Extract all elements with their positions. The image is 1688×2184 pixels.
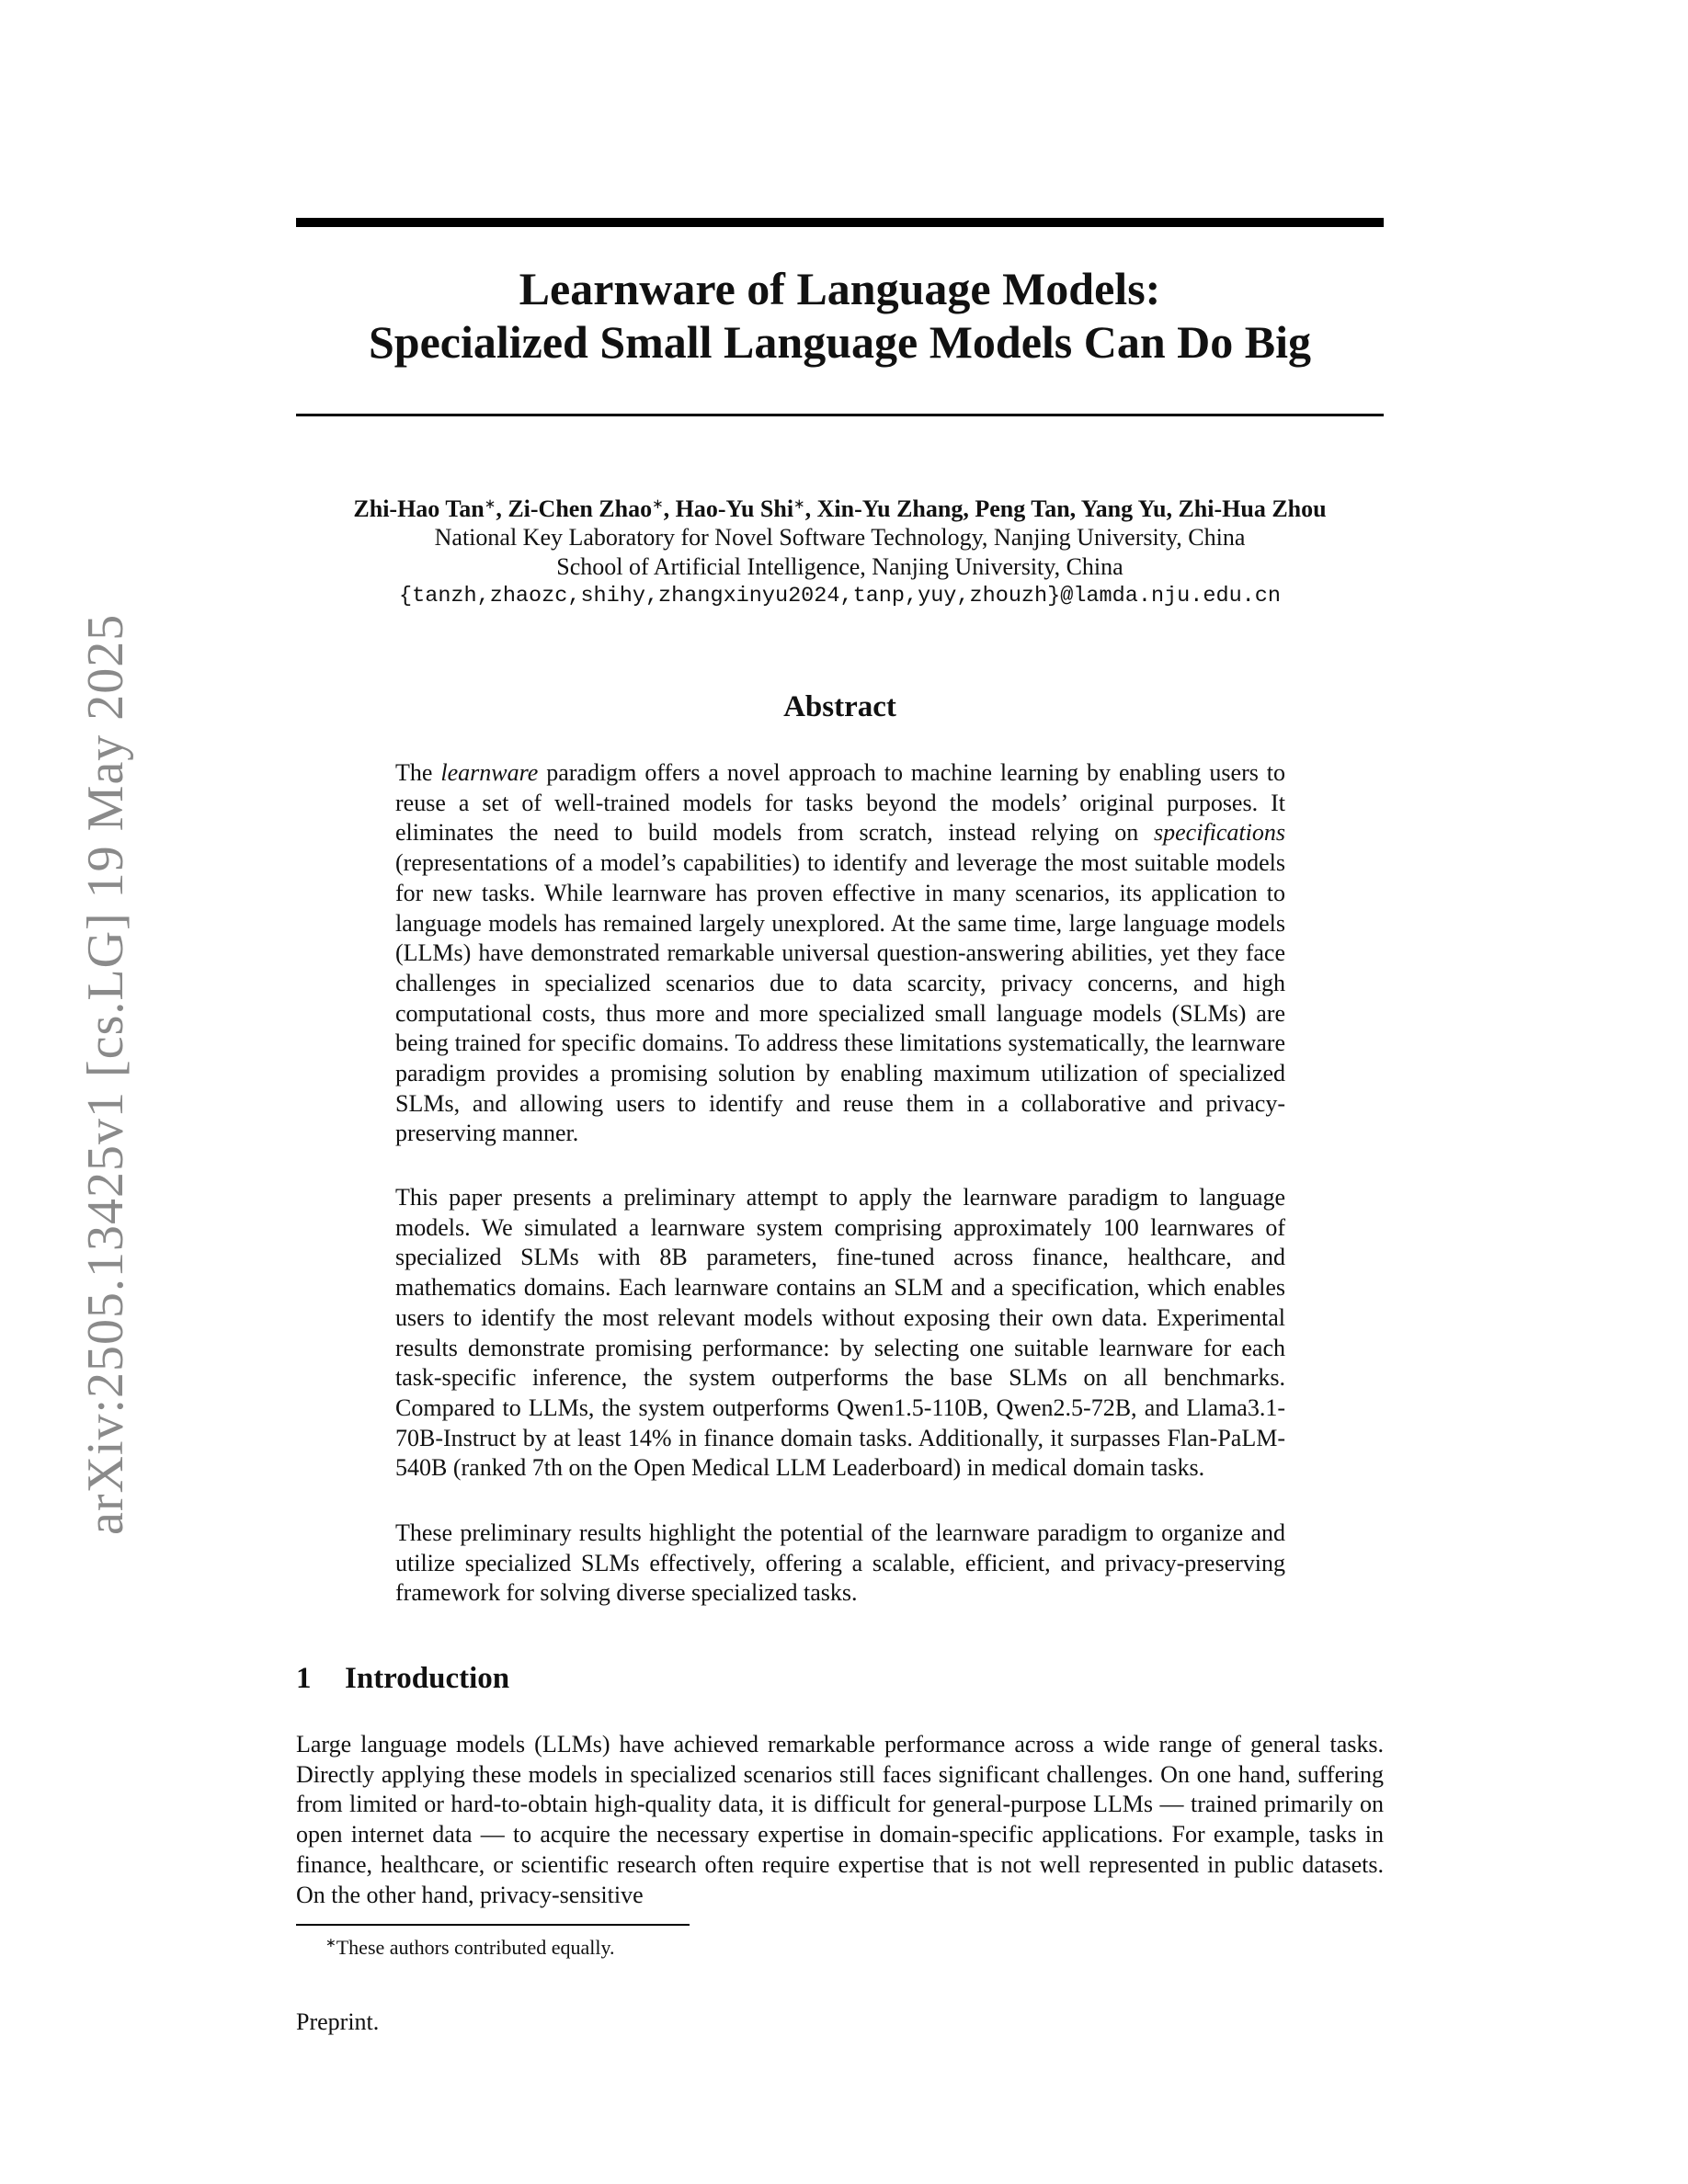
author-emails: {tanzh,zhaozc,shihy,zhangxinyu2024,tanp,yuy,zhouzh}@lamda.nju.edu.cn: [399, 584, 1281, 609]
other-authors: Xin-Yu Zhang, Peng Tan, Yang Yu, Zhi-Hua Zhou: [816, 495, 1327, 522]
abstract-emphasis-specifications: specifications: [1154, 819, 1285, 847]
abstract-paragraph-3: These preliminary results highlight the potential of the learnware paradigm to organize and utilize specialized SLMs effectively, offering a scalable, efficient, and privacy-preserving framework for solving diverse specialized tasks.: [395, 1519, 1285, 1607]
author-separator: ,: [804, 495, 817, 522]
preprint-label: Preprint.: [296, 2008, 380, 2035]
title-line-2: Specialized Small Language Models Can Do Big: [368, 316, 1312, 368]
abstract-text: The: [395, 759, 441, 786]
author-separator: ,: [663, 495, 676, 522]
section-number: 1: [296, 1662, 312, 1695]
author-list: [296, 490, 1384, 524]
footnote-text: These authors contributed equally.: [336, 1936, 615, 1959]
abstract-text: paradigm offers a novel approach to machine learning by enabling users to reuse a set of well-trained models for tasks beyond the models’ original purposes. It eliminates the need to build models from scratch, instead relying on: [395, 759, 1286, 847]
abstract-paragraph-2: This paper presents a preliminary attempt to apply the learnware paradigm to language models. We simulated a learnware system comprising approximately 100 learnwares of specialized SLMs with 8B parameters, fine-tuned across finance, healthcare, and mathematics domains. Each learnware contains an SLM and a specification, which enables users to identify the most relevant models without exposing their own data. Experimental results demonstrate promising performance: by selecting one suitable learnware for each task-specific inference, the system outperforms the base SLMs on all benchmarks. Compared to LLMs, the system outperforms Qwen1.5-110B, Qwen2.5-72B, and Llama3.1-70B-Instruct by at least 14% in finance domain tasks. Additionally, it surpasses Flan-PaLM-540B (ranked 7th on the Open Medical LLM Leaderboard) in medical domain tasks.: [395, 1184, 1285, 1482]
section-title: Introduction: [345, 1662, 510, 1695]
abstract-paragraph-1: [395, 758, 1285, 1149]
author-separator: ,: [496, 495, 508, 522]
arxiv-watermark: arXiv:2505.13425v1 [cs.LG] 19 May 2025: [77, 613, 134, 1535]
author-3: Hao-Yu Shi: [675, 495, 794, 522]
footnote-rule: [296, 1924, 690, 1926]
affiliation-2: School of Artificial Intelligence, Nanjing University, China: [556, 553, 1123, 580]
footnote: [325, 1931, 615, 1961]
footnote-mark: ∗: [325, 1937, 336, 1951]
abstract-emphasis-learnware: learnware: [440, 759, 539, 786]
title-line-1: Learnware of Language Models:: [519, 263, 1161, 314]
equal-contribution-mark: ∗: [484, 497, 496, 512]
paper-title: [296, 262, 1384, 369]
affiliation-1: National Key Laboratory for Novel Software Technology, Nanjing University, China: [434, 524, 1246, 551]
introduction-paragraph: Large language models (LLMs) have achieved remarkable performance across a wide range of general tasks. Directly applying these models in specialized scenarios still faces significant challenges. On one hand, suffering from limited or hard-to-obtain high-quality data, it is difficult for general-purpose LLMs — trained primarily on open internet data — to acquire the necessary expertise in domain-specific applications. For example, tasks in finance, healthcare, or scientific research often require expertise that is not well represented in public datasets. On the other hand, privacy-sensitive: [296, 1731, 1384, 1908]
author-2: Zi-Chen Zhao: [508, 495, 653, 522]
equal-contribution-mark: ∗: [652, 497, 664, 512]
title-bottom-rule: [296, 414, 1384, 416]
abstract-heading: Abstract: [783, 690, 896, 723]
abstract-text: (representations of a model’s capabilities) to identify and leverage the most suitable models for new tasks. While learnware has proven effective in many scenarios, its application to language models has remained largely unexplored. At the same time, large language models (LLMs) have demonstrated remarkable universal question-answering abilities, yet they face challenges in specialized scenarios due to data scarcity, privacy concerns, and high computational costs, thus more and more specialized small language models (SLMs) are being trained for specific domains. To address these limitations systematically, the learnware paradigm provides a promising solution by enabling maximum utilization of specialized SLMs, and allowing users to identify and reuse them in a collaborative and privacy-preserving manner.: [395, 849, 1285, 1147]
title-top-rule: [296, 218, 1384, 227]
equal-contribution-mark: ∗: [793, 497, 805, 512]
section-heading-introduction: [296, 1660, 509, 1697]
author-1: Zhi-Hao Tan: [353, 495, 485, 522]
